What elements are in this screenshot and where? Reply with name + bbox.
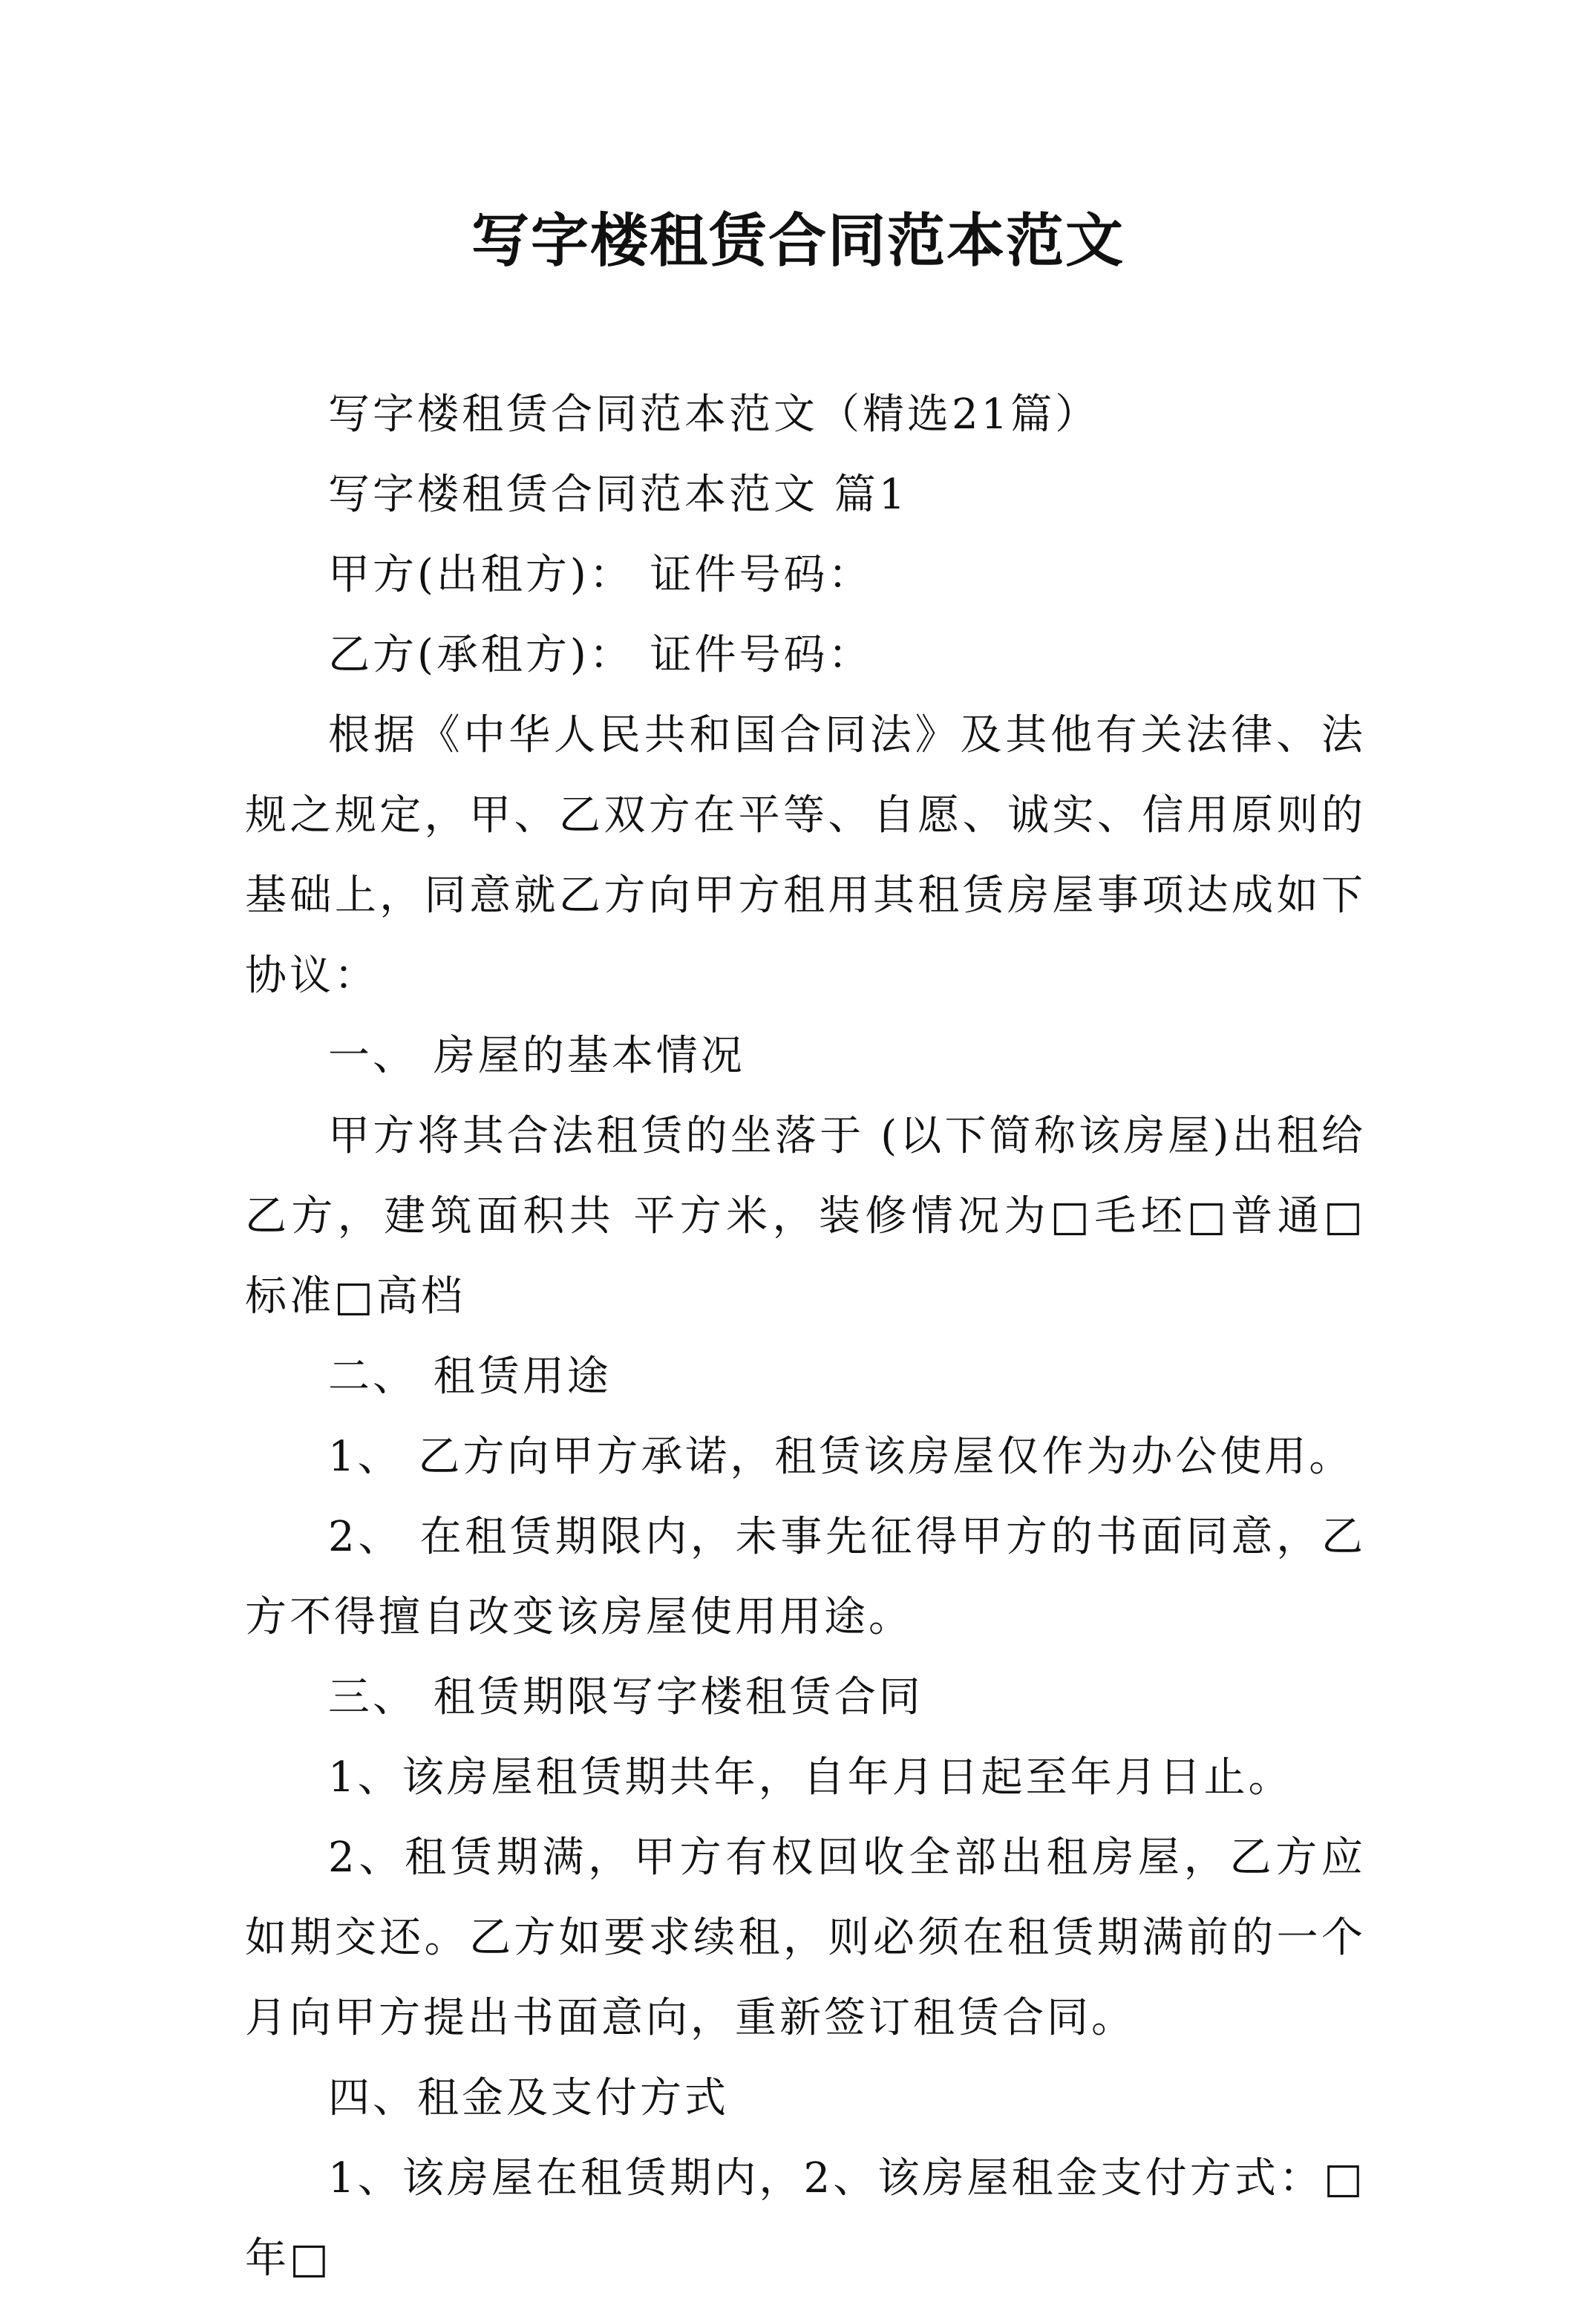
paragraph-clause-2-item-1: 1、 乙方向甲方承诺，租赁该房屋仅作为办公使用。	[328, 1433, 1354, 1481]
paragraph-party-b: 乙方(承租方)： 证件号码：	[328, 631, 873, 679]
paragraph-clause-2-item-2: 2、 在租赁期限内，未事先征得甲方的书面同意，乙方不得擅自改变该房屋使用用途。	[245, 1513, 1366, 1641]
document-title: 写字楼租赁合同范本范文	[471, 207, 1125, 275]
paragraph-clause-3-item-1: 1、该房屋租赁期共年，自年月日起至年月日止。	[328, 1753, 1293, 1802]
paragraph-clause-3-heading: 三、 租赁期限写字楼租赁合同	[328, 1673, 923, 1721]
paragraph-clause-3-item-2: 2、租赁期满，甲方有权回收全部出租房屋，乙方应如期交还。乙方如要求续租，则必须在租赁期满前的一个月向甲方提出书面意向，重新签订租赁合同。	[245, 1834, 1366, 2042]
paragraph-clause-2-heading: 二、 租赁用途	[328, 1353, 612, 1401]
paragraph-clause-1-heading: 一、 房屋的基本情况	[328, 1032, 745, 1080]
paragraph-subtitle: 写字楼租赁合同范本范文（精选21篇）	[328, 390, 1100, 439]
paragraph-clause-4-heading: 四、租金及支付方式	[328, 2074, 729, 2122]
paragraph-clause-1-body: 甲方将其合法租赁的坐落于 (以下简称该房屋)出租给乙方，建筑面积共 平方米，装修情况为□毛坯□普通□标准□高档	[245, 1112, 1366, 1321]
paragraph-preamble: 根据《中华人民共和国合同法》及其他有关法律、法规之规定，甲、乙双方在平等、自愿、诚实、信用原则的基础上，同意就乙方向甲方租用其租赁房屋事项达成如下协议：	[245, 711, 1366, 1000]
paragraph-section-heading: 写字楼租赁合同范本范文 篇1	[328, 471, 909, 519]
paragraph-party-a: 甲方(出租方)： 证件号码：	[328, 551, 873, 599]
paragraph-clause-4-item-1: 1、该房屋在租赁期内，2、该房屋租金支付方式：□年□	[245, 2154, 1366, 2283]
document-body	[245, 375, 1366, 2299]
